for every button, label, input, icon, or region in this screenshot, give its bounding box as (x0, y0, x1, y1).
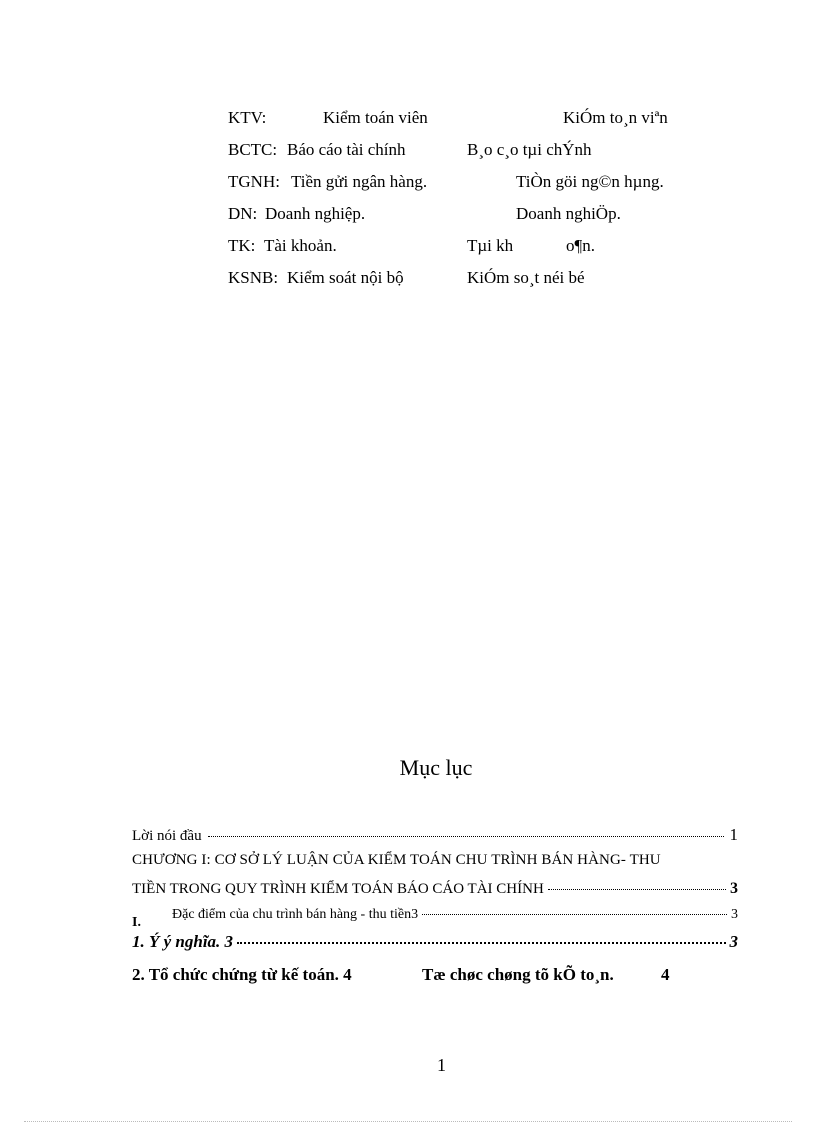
page-bottom-divider (24, 1121, 792, 1122)
page-number: 1 (437, 1055, 446, 1075)
abbr-garbled-dn: Doanh nghiÖp. (516, 204, 621, 223)
abbr-garbled-ktv: KiÓm to¸n viªn (563, 108, 668, 127)
toc-entry-documents-garbled-page: 4 (661, 965, 670, 984)
leader-dots (548, 888, 726, 890)
abbr-term-ksnb: KSNB: (228, 268, 279, 287)
leader-dots (208, 835, 724, 837)
abbr-meaning-bctc: Báo cáo tài chính (287, 140, 406, 159)
abbr-garbled-tk-b: o¶n. (566, 236, 595, 255)
toc-title: Mục lục (399, 755, 473, 780)
toc-entry-meaning[interactable] (132, 932, 738, 952)
toc-entry-text: Lời nói đầu (132, 828, 202, 844)
toc-entry-chapter1-line1[interactable]: CHƯƠNG I: CƠ SỞ LÝ LUẬN CỦA KIỂM TOÁN CHU TRÌNH BÁN HÀNG- THU (132, 852, 661, 868)
abbr-term-ktv: KTV: (228, 108, 267, 127)
abbr-term-tgnh: TGNH: (228, 172, 280, 191)
abbr-garbled-bctc: B¸o c¸o tµi chÝnh (467, 140, 592, 159)
abbr-meaning-tk: Tài khoản. (264, 236, 337, 255)
toc-entry-text: Đặc điểm của chu trình bán hàng - thu tiền3 (172, 907, 419, 922)
abbr-garbled-tgnh: TiÒn göi ng©n hµng. (516, 172, 664, 191)
abbr-meaning-dn: Doanh nghiệp. (265, 204, 366, 223)
abbr-garbled-ksnb: KiÓm so¸t néi bé (467, 268, 585, 287)
toc-entry-documents-garbled: Tæ chøc chøng tõ kÕ to¸n. (422, 965, 614, 984)
toc-entry-page: 1 (729, 825, 738, 844)
abbr-meaning-ktv: Kiểm toán viên (323, 108, 428, 127)
abbr-term-tk: TK: (228, 236, 256, 255)
abbr-term-dn: DN: (228, 204, 258, 223)
toc-entry-text: TIỀN TRONG QUY TRÌNH KIỂM TOÁN BÁO CÁO TÀI CHÍNH (132, 881, 544, 897)
toc-entry-text: 1. Ý ý nghĩa. 3 (132, 932, 234, 951)
toc-entry-chapter1-line2[interactable] (132, 880, 738, 898)
toc-entry-page: 3 (731, 907, 738, 922)
toc-entry-page: 3 (730, 880, 738, 897)
leader-dots (237, 941, 725, 944)
toc-entry-page: 3 (729, 932, 738, 951)
toc-entry-section1[interactable] (172, 907, 738, 923)
abbr-garbled-tk-a: Tµi kh (467, 236, 514, 255)
leader-dots (422, 913, 727, 915)
abbr-meaning-ksnb: Kiểm soát nội bộ (287, 268, 404, 287)
toc-entry-number: I. (132, 915, 141, 930)
toc-entry-documents[interactable]: 2. Tổ chức chứng từ kế toán. 4 (132, 965, 352, 984)
abbr-term-bctc: BCTC: (228, 140, 278, 159)
toc-entry-preface[interactable] (132, 825, 738, 845)
abbr-meaning-tgnh: Tiền gửi ngân hàng. (291, 172, 428, 191)
